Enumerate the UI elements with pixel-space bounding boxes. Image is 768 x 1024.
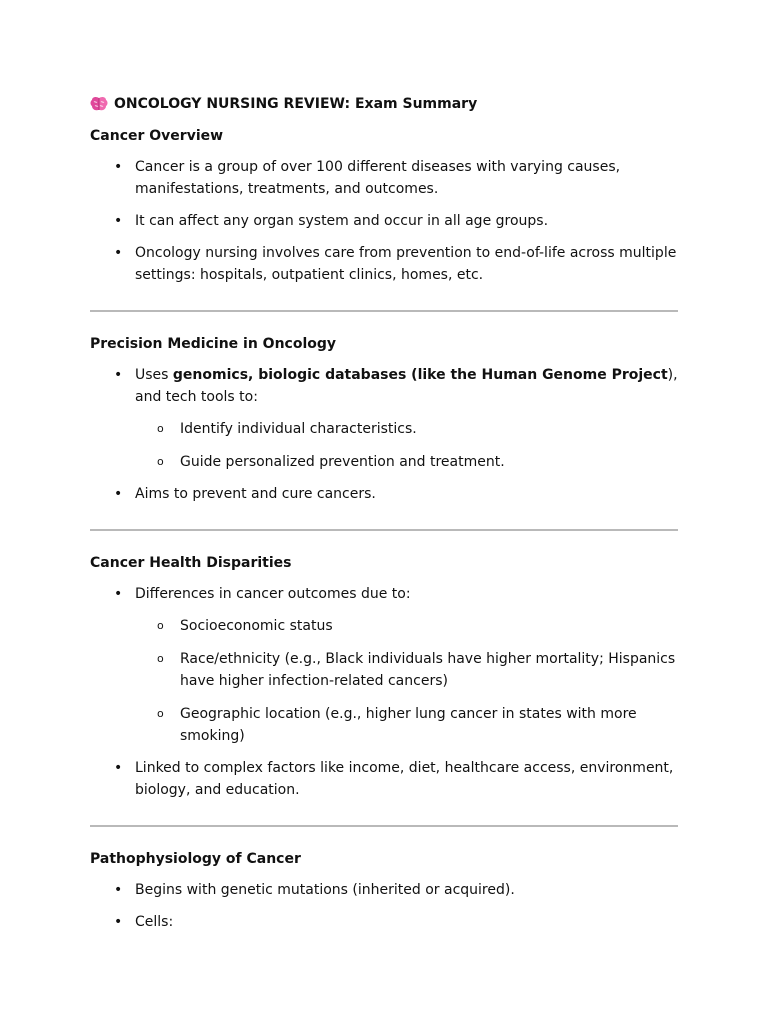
health-disparities-list: [90, 583, 678, 801]
list-item: [90, 911, 678, 933]
bullet: •: [114, 914, 123, 930]
bullet: •: [114, 760, 123, 776]
list-item-text: Differences in cancer outcomes due to:: [135, 586, 411, 602]
list-item-text: Aims to prevent and cure cancers.: [135, 486, 376, 502]
cancer-overview-list: [90, 156, 678, 286]
section-heading-precision-medicine: Precision Medicine in Oncology: [90, 336, 337, 352]
sub-list-item: [135, 703, 678, 747]
precision-medicine-list: [90, 364, 678, 505]
list-item-text: Linked to complex factors like income, diet, healthcare access, environment, biology, and education.: [135, 760, 674, 798]
sub-list: [135, 615, 678, 747]
list-item: [90, 583, 678, 747]
pathophysiology-list: [90, 879, 678, 933]
bullet: •: [114, 882, 123, 898]
sub-list-item-text: Race/ethnicity (e.g., Black individuals have higher mortality; Hispanics have higher infection-related cancers): [180, 651, 676, 689]
sub-bullet: o: [157, 422, 164, 435]
list-item-text: Oncology nursing involves care from prevention to end-of-life across multiple settings: hospitals, outpatient clinics, homes, etc.: [135, 245, 677, 283]
list-item: [90, 757, 678, 801]
sub-list-item: [135, 418, 678, 440]
section-divider: [90, 529, 678, 531]
sub-list-item-text: Identify individual characteristics.: [180, 421, 417, 437]
section-divider: [90, 310, 678, 312]
document-page: [90, 94, 678, 943]
list-item-text: Begins with genetic mutations (inherited or acquired).: [135, 882, 515, 898]
list-item-text-bold: genomics, biologic databases (like the Human Genome Project: [172, 367, 668, 383]
list-item: [90, 879, 678, 901]
sub-list: [135, 418, 678, 473]
list-item: [90, 483, 678, 505]
list-item-text: Cells:: [135, 914, 174, 930]
list-item: [90, 156, 678, 200]
sub-list-item: [135, 451, 678, 473]
list-item: [90, 210, 678, 232]
document-title-text: ONCOLOGY NURSING REVIEW: Exam Summary: [114, 96, 478, 112]
list-item-text-suffix: ), and tech tools to:: [135, 367, 678, 405]
brain-icon: [90, 96, 108, 112]
sub-list-item-text: Geographic location (e.g., higher lung cancer in states with more smoking): [180, 706, 637, 744]
bullet: •: [114, 213, 123, 229]
document-title: [90, 94, 678, 114]
bullet: •: [114, 159, 123, 175]
bullet: •: [114, 245, 123, 261]
sub-list-item-text: Socioeconomic status: [180, 618, 333, 634]
list-item-text-prefix: Uses: [135, 367, 173, 383]
list-item-text: It can affect any organ system and occur in all age groups.: [135, 213, 549, 229]
sub-list-item-text: Guide personalized prevention and treatment.: [180, 454, 505, 470]
sub-bullet: o: [157, 652, 164, 665]
section-heading-health-disparities: Cancer Health Disparities: [90, 555, 292, 571]
bullet: •: [114, 586, 123, 602]
list-item: [90, 242, 678, 286]
bullet: •: [114, 367, 123, 383]
sub-list-item: [135, 615, 678, 637]
sub-list-item: [135, 648, 678, 692]
sub-bullet: o: [157, 619, 164, 632]
section-divider: [90, 825, 678, 827]
sub-bullet: o: [157, 707, 164, 720]
list-item-text: Cancer is a group of over 100 different diseases with varying causes, manifestations, treatments, and outcomes.: [135, 159, 621, 197]
bullet: •: [114, 486, 123, 502]
list-item: [90, 364, 678, 473]
sub-bullet: o: [157, 455, 164, 468]
section-heading-cancer-overview: Cancer Overview: [90, 128, 224, 144]
section-heading-pathophysiology: Pathophysiology of Cancer: [90, 851, 301, 867]
